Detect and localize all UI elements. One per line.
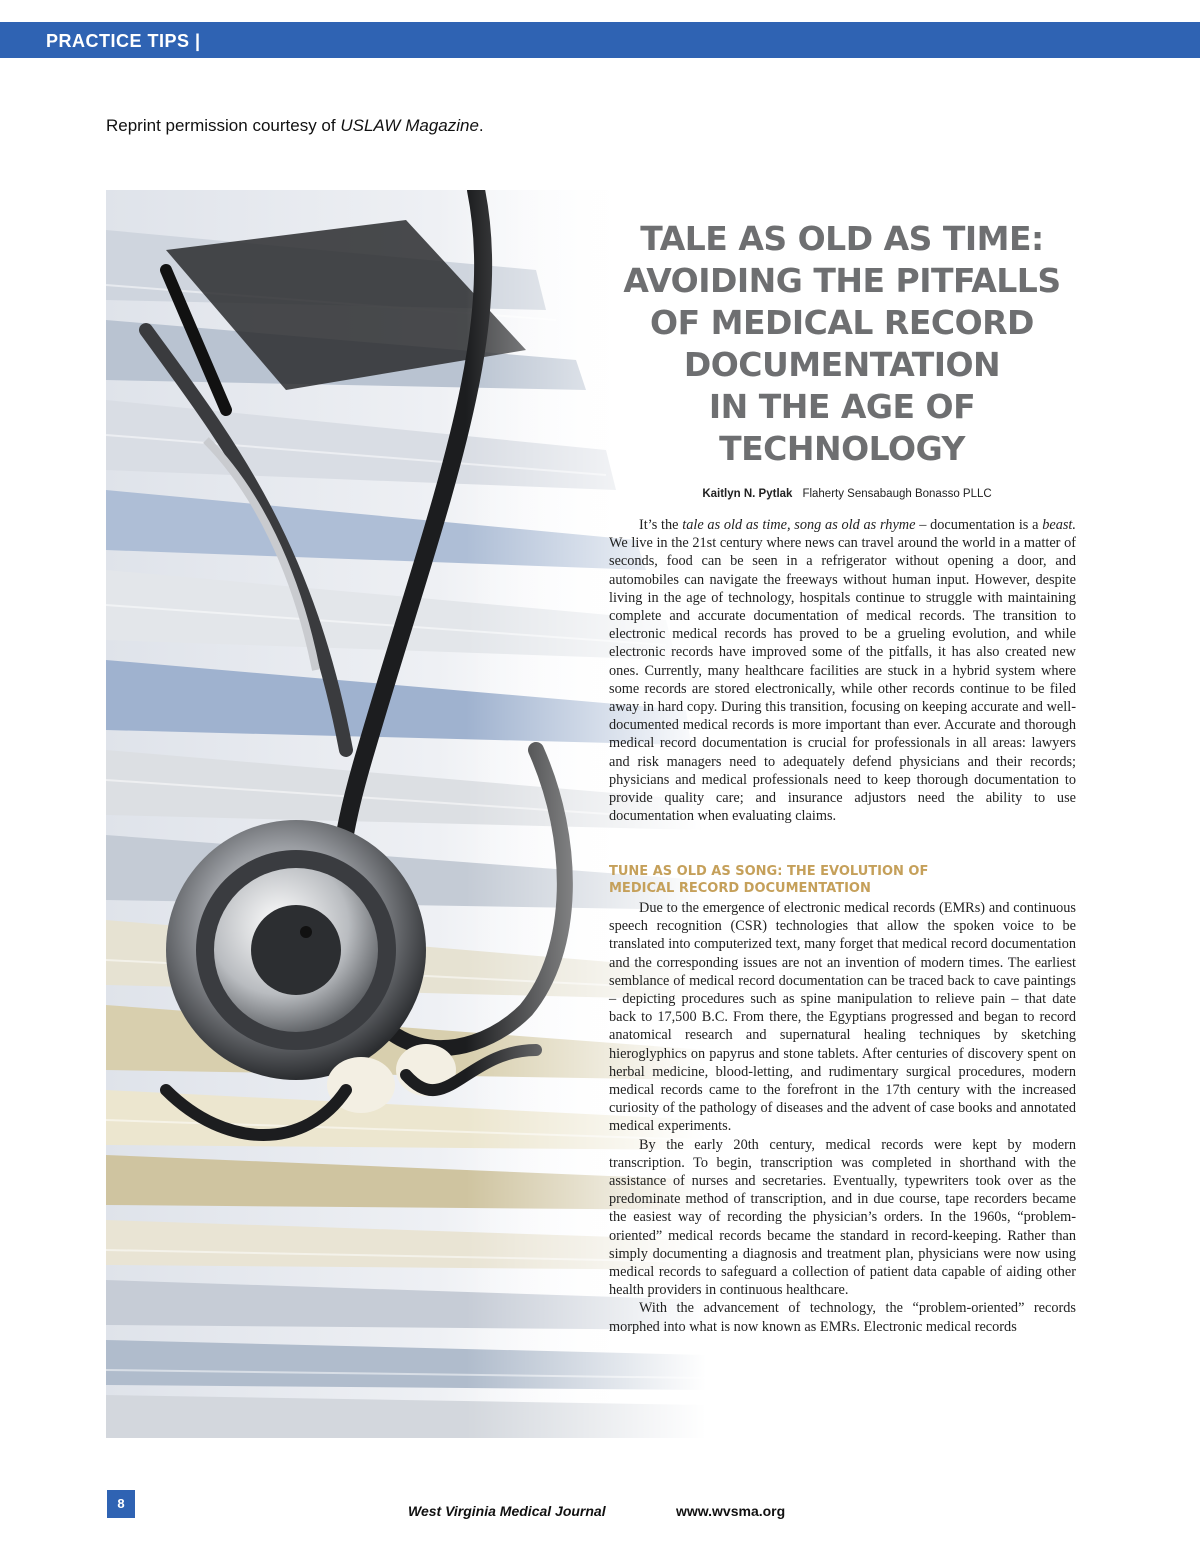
body-paragraph: With the advancement of technology, the “problem-oriented” records morphed into what is now known as EMRs. Electronic medical records — [609, 1300, 1076, 1335]
author-firm: Flaherty Sensabaugh Bonasso PLLC — [802, 488, 992, 500]
reprint-notice — [106, 116, 484, 136]
reprint-prefix: Reprint permission courtesy of — [106, 116, 341, 135]
section-heading — [609, 863, 1076, 897]
section-heading-line: MEDICAL RECORD DOCUMENTATION — [609, 881, 871, 896]
title-line: TECHNOLOGY — [719, 429, 965, 468]
intro-rest: We live in the 21st century where news can travel around the world in a matter of seconds, food can be seen in a refrigerator without opening a door, and automobiles can navigate the freeways without human input. However, despite living in the age of technology, hospitals continue to struggle with maintaining complete and accurate documentation of medical records. The transition to electronic medical records has proved to be a grueling evolution, and while electronic records have improved some of the pitfalls, it has also created new ones. Currently, many healthcare facilities are stuck in a hybrid system where some records are stored electronically, while other records continue to be filed away in hard copy. During this transition, focusing on keeping accurate and well-documented medical records is more important than ever. Accurate and thorough medical record documentation is crucial for professionals in all areas: lawyers and risk managers need to adequately defend physicians and their records; physicians and medical professionals need to keep thorough documentation to provide quality care; and insurance adjustors need the ability to use documentation when evaluating claims. — [609, 535, 1076, 825]
body-paragraph: Due to the emergence of electronic medical records (EMRs) and continuous speech recognition (CSR) technologies that allow the spoken voice to be translated into computerized text, many forget that medical record documentation and the corresponding issues are not an invention of modern times. The earliest semblance of medical record documentation can be traced back to cave paintings – depicting procedures such as spine manipulation to relieve pain – that date back to 17,500 B.C. From there, the Egyptians progressed and began to record anatomical research and supernatural healing techniques by sketching hieroglyphics on papyrus and stone tablets. After centuries of discovery spent on herbal medicine, blood-letting, and rudimentary surgical procedures, modern medical records came to the forefront in the 17th century with the increased curiosity of the pathology of diseases and the advent of case books and annotated medical experiments. — [609, 900, 1076, 1135]
title-line: DOCUMENTATION — [683, 345, 1001, 384]
title-line: OF MEDICAL RECORD — [650, 303, 1034, 342]
article-title — [612, 218, 1072, 470]
reprint-suffix: . — [478, 116, 484, 135]
byline — [612, 488, 1082, 500]
section-heading-line: TUNE AS OLD AS SONG: THE EVOLUTION OF — [609, 864, 929, 879]
reprint-magazine: USLAW Magazine — [340, 116, 479, 135]
section-body — [609, 899, 1076, 1336]
body-paragraph: By the early 20th century, medical records were kept by modern transcription. To begin, transcription was completed in shorthand with the assistance of nurses and secretaries. Eventually, typewriters took over as the predominate method of transcription, and in due course, tape recorders became the easiest way of recording the physician’s orders. In the 1960s, “problem-oriented” medical records became the standard in record-keeping. Rather than simply documenting a diagnosis and treatment plan, physicians were now using medical records to safeguard a collection of patient data capable of aiding other health providers in continuous healthcare. — [609, 1136, 1076, 1299]
footer-journal-name: West Virginia Medical Journal — [408, 1503, 606, 1519]
title-line: TALE AS OLD AS TIME: — [640, 219, 1044, 258]
intro-mid: – documentation is a — [915, 517, 1043, 533]
footer-url[interactable]: www.wvsma.org — [676, 1503, 786, 1519]
title-line: IN THE AGE OF — [708, 387, 976, 426]
intro-paragraph — [609, 516, 1076, 825]
intro-italic-beast: beast. — [1042, 517, 1076, 533]
page-number: 8 — [107, 1490, 135, 1518]
intro-italic: tale as old as time, song as old as rhyme — [682, 517, 916, 533]
title-line: AVOIDING THE PITFALLS — [623, 261, 1061, 300]
author-name: Kaitlyn N. Pytlak — [702, 488, 793, 500]
section-label: PRACTICE TIPS | — [46, 31, 201, 51]
intro-lead: It’s the — [639, 517, 683, 533]
